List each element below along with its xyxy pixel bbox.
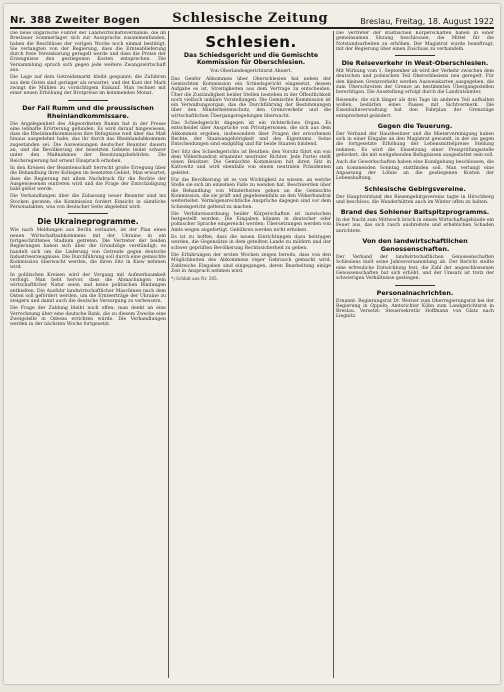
column-left [10,31,166,678]
article-paragraph: Es ist zu hoffen, dass die neuen Einrichtungen dazu beitragen werden, die Gegensätze in dem geteilten Lande zu mildern und der schwer geprüften Bevölkerung Rechtssicherheit zu geben. [171,235,331,251]
newspaper-title: Schlesische Zeitung [172,11,329,26]
article-headline: Schlesische Gebirgsvereine. [364,184,466,193]
issue-number: Nr. 388 Zweiter Bogen [10,15,140,26]
article-paragraph: Die Verfahrensordnung beider Körperschaften ist inzwischen festgestellt worden. Die Eingaben können in deutscher oder polnischer Sprache eingereicht werden; Übersetzungen werden von Amts wegen angefertigt. Gebühren werden nicht erhoben. [171,211,331,233]
masthead [10,10,494,29]
article-paragraph: Die Angelegenheit des Abgeordneten Rumm hat in der Presse eine lebhafte Erörterung gefunden. Es wird darauf hingewiesen, dass die Rheinlandkommission ihre Befugnisse weit über das Maß hinaus ausgedehnt habe, das ihr durch das Rheinlandabkommen zugestanden sei. Die Ausweisungen deutscher Beamter dauern an, und die Bevölkerung der besetzten Gebiete leidet schwer unter den Maßnahmen der Besatzungsbehörden. Die Reichsregierung hat erneut Einspruch erhoben. [10,121,166,164]
section-rule [395,55,435,56]
article-headline: Die Reiseverkehr in West-Oberschlesien. [341,59,489,68]
article-paragraph: Der Verband der landwirtschaftlichen Genossenschaften Schlesiens hielt seine Jahresversammlung ab. Der Bericht stellte eine erfreuliche Entwicklung fest; die Zahl der angeschlossenen Genossenschaften hat sich erhöht, und der Umsatz ist trotz der schwierigen Verhältnisse gestiegen. [336,255,494,282]
article-paragraph: Auch die Gewerkschaften haben eine Kundgebung beschlossen, die am kommenden Sonntag stattfinden soll. Man verlangt eine Anpassung der Löhne an die gestiegenen Kosten der Lebenshaltung. [336,160,494,182]
dateline: Breslau, Freitag, 18. August 1922 [360,17,494,26]
article-byline: Von Oberlandesgerichtsrat Ahnert. [210,69,292,75]
article-paragraph: In den Kreisen der Beamtenschaft herrscht große Erregung über die Behandlung ihrer Kollegen im besetzten Gebiet. Man erwartet, dass die Regierung mit allem Nachdruck für die Rechte der Ausgewiesenen eintreten wird und die Frage der Entschädigung bald gelöst werde. [10,165,166,193]
article-headline: Personalnachrichten. [376,288,454,297]
article-paragraph: In politischen Kreisen wird der Vorgang mit Aufmerksamkeit verfolgt. Man hebt hervor, dass die Abmachungen rein wirtschaftlicher Natur seien und keine politischen Bindungen enthielten. Die Ausfuhr landwirtschaftlicher Maschinen nach dem Osten soll gefördert werden, um die Ernteerträge der Ukraine zu steigern und damit auch die deutsche Versorgung zu verbessern. [10,272,166,305]
article-headline: Von den landwirtschaftlichen Genossenschaften. [362,237,468,254]
article-headline: Die Ukraineprogramme. [37,217,139,227]
column-divider [168,31,169,678]
article-paragraph: Die Lage auf dem Getreidemarkt bleibt gespannt; die Zufuhren aus dem Osten sind geringer als erwartet, und der Kurs der Mark zwingt die Mühlen zu vorsichtigem Einkauf. Man rechnet mit einer neuen Erhöhung der Brotpreise im kommenden Monat. [10,75,166,97]
article-paragraph: In der Nacht zum Mittwoch brach in einem Wirtschaftsgebäude ein Feuer aus, das sich rasch ausbreitete und erheblichen Schaden anrichtete. [336,218,494,234]
article-paragraph: Der Hauptvorstand des Riesengebirgsvereins tagte in Hirschberg und beschloss, die Wanderhütten auch im Winter offen zu halten. [336,194,494,205]
article-paragraph: Ernannt: Regierungsrat Dr. Werner zum Oberregierungsrat bei der Regierung in Oppeln; Amtsrichter Kühn zum Landgerichtsrat in Breslau. Versetzt: Steuersekretär Hoffmann von Glatz nach Liegnitz. [336,298,494,320]
article-paragraph: Der Sitz des Schiedsgerichts ist Beuthen; den Vorsitz führt ein von dem Völkerbundrat ernannter neutraler Richter. Jede Partei stellt einen Beisitzer. Die Gemischte Kommission hat ihren Sitz in Kattowitz und wird ebenfalls von einem neutralen Präsidenten geleitet. [171,149,331,176]
article-paragraph: Das Schiedsgericht dagegen ist ein richterliches Organ. Es entscheidet über Ansprüche von Privatpersonen, die sich aus dem Abkommen ergeben, insbesondere über Fragen der erworbenen Rechte, der Staatsangehörigkeit und des Eigentums. Seine Entscheidungen sind endgültig und für beide Staaten bindend. [171,121,331,148]
article-headline: Brand des Sohlener Baltspitzprogramms. [340,208,490,217]
article-paragraph: Die Verhandlungen über die Zulassung neuer Beamter sind ins Stocken geraten; die Kommission fordert Einsicht in sämtliche Personalakten, was von deutscher Seite abgelehnt wird. [10,194,166,211]
article-paragraph: Die neue ungarische Führer der Landwirtschaftsverbände, die im Breslauer Sommerlager sich zur Aussprache zusammenfanden, haben die Beschlüsse der vorigen Woche noch einmal bestätigt. Sie verlangten von der Regierung, dass die Ernteablieferung durch freie Vereinbarung geregelt werde und dass die Preise der Erzeugnisse den gestiegenen Kosten entsprechen. Die Versammlung sprach sich gegen jede weitere Zwangswirtschaft aus. [10,31,166,74]
article-paragraph: Die Vertreter der städtischen Körperschaften haben in einer gemeinsamen Sitzung beschlossen, die Mittel für die Notstandsarbeiten zu erhöhen. Der Magistrat wurde beauftragt, mit der Regierung über einen Zuschuss zu verhandeln. [336,31,494,52]
article-paragraph: Wie nach Meldungen aus Berlin verlautet, ist der Plan eines neuen Wirtschaftsabkommens mit der Ukraine in ein fortgeschrittenes Stadium getreten. Die Vertreter der beiden Regierungen haben sich über die Grundzüge verständigt; es handelt sich um die Lieferung von Getreide gegen deutsche Industrieerzeugnisse. Die Durchführung soll durch eine gemischte Kommission überwacht werden, die ihren Sitz in Kiew nehmen wird. [10,228,166,271]
article-paragraph: Reisende, die sich länger als drei Tage im anderen Teil aufhalten wollen, bedürfen eines Passes mit Sichtvermerk. Die Eisenbahnverwaltung hat den Fahrplan der Grenzzüge entsprechend geändert. [336,97,494,119]
article-paragraph: Das Genfer Abkommen über Oberschlesien hat neben der Gemischten Kommission ein Schiedsgericht eingesetzt, dessen Aufgabe es ist, Streitigkeiten aus dem Vertrage zu entscheiden. Über die Zuständigkeit beider Stellen bestehen in der Öffentlichkeit noch vielfach unklare Vorstellungen. Die Gemischte Kommission ist ein Verwaltungsorgan, das die Durchführung der Bestimmungen über den Minderheitenschutz, den Grenzverkehr und die wirtschaftlichen Übergangsregelungen überwacht. [171,76,331,119]
article-paragraph: Für die Bevölkerung ist es von Wichtigkeit zu wissen, an welche Stelle sie sich im einzelnen Falle zu wenden hat. Beschwerden über die Behandlung von Minderheiten gehen an die Gemischte Kommission, die sie prüft und gegebenenfalls an den Völkerbundrat weiterleitet. Vermögensrechtliche Ansprüche dagegen sind vor dem Schiedsgericht geltend zu machen. [171,178,331,210]
article-paragraph: Die Erfahrungen der ersten Wochen zeigen bereits, dass von den Möglichkeiten des Abkommens reger Gebrauch gemacht wird. Zahlreiche Eingaben sind eingegangen, deren Bearbeitung einige Zeit in Anspruch nehmen wird. [171,252,331,274]
column-divider [333,31,334,678]
section-rule [395,285,435,286]
column-center [171,31,331,678]
newspaper-page [4,4,500,684]
footnote: *) Schluß aus Nr. 385. [171,276,218,282]
section-rule [68,100,108,101]
article-paragraph: Der Verband der Hausbesitzer und die Mietervereinigung haben sich in einer Eingabe an den Magistrat gewandt, in der sie gegen die fortgesetzte Erhöhung der Lebensmittelpreise Stellung nehmen. Es wird die Einsetzung einer Preisprüfungsstelle gefordert, die mit weitgehenden Befugnissen ausgestattet sein soll. [336,131,494,159]
section-title: Schlesien. [205,33,297,51]
article-headline: Das Schiedsgericht und die Gemischte Kommission für Oberschlesien. [183,52,319,67]
section-rule [68,213,108,214]
article-paragraph: Die Frage der Zahlung bleibt noch offen; man denkt an eine Verrechnung über eine deutsche Bank, die zu diesem Zwecke eine Zweigstelle in Odessa errichten würde. Die Verhandlungen werden in der nächsten Woche fortgesetzt. [10,306,166,328]
article-headline: Gegen die Teuerung. [377,121,453,130]
article-paragraph: Mit Wirkung vom 1. September ab wird der Verkehr zwischen dem deutschen und polnischen Teil Oberschlesiens neu geregelt. Für den kleinen Grenzverkehr werden Ausweiskarten ausgegeben, die zum Überschreiten der Grenze an bestimmten Übergangsstellen berechtigen. Die Ausstellung erfolgt durch die Landratsämter. [336,69,494,96]
article-headline: Der Fall Rumm und die preussischen Rheinlandkommissare. [22,103,154,120]
column-right [336,31,494,678]
